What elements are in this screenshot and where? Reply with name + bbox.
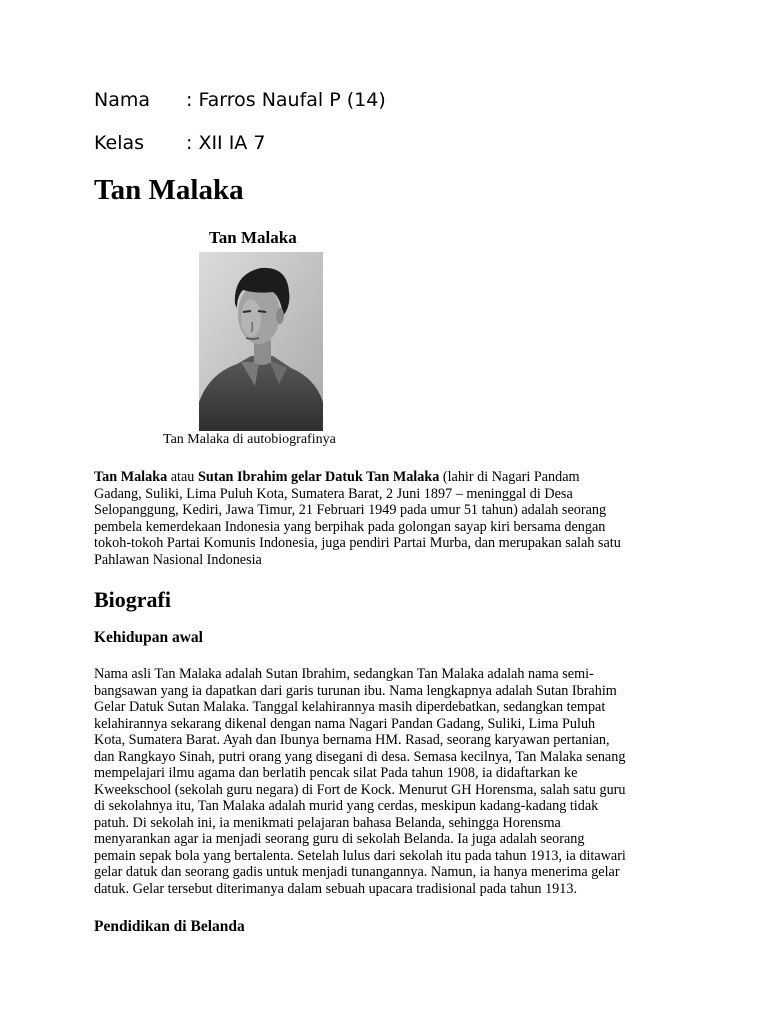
bio-line: Nama asli Tan Malaka adalah Sutan Ibrahim, sedangkan Tan Malaka adalah nama semi- xyxy=(94,666,594,682)
intro-line: pembela kemerdekaan Indonesia yang berpihak pada golongan sayap kiri bersama dengan xyxy=(94,518,606,535)
intro-line: Selopanggung, Kediri, Jawa Timur, 21 Februari 1949 pada umur 51 tahun) adalah seorang xyxy=(94,502,607,518)
intro-name: Tan Malaka xyxy=(94,469,168,485)
pendidikan-di-belanda-heading: Pendidikan di Belanda xyxy=(94,918,245,935)
nama-value: : Farros Naufal P (14) xyxy=(186,89,386,111)
intro-line: Gadang, Suliki, Lima Puluh Kota, Sumatera Barat, 2 Juni 1897 – meninggal di Desa xyxy=(94,485,573,502)
kehidupan-awal-heading: Kehidupan awal xyxy=(94,629,203,646)
nama-label: Nama xyxy=(94,89,151,111)
figure-caption: Tan Malaka di autobiografinya xyxy=(163,432,336,447)
biografi-heading: Biografi xyxy=(94,587,171,612)
kelas-value: : XII IA 7 xyxy=(186,132,266,154)
biografi-paragraph xyxy=(94,666,694,897)
intro-paragraph xyxy=(94,469,694,568)
student-class-row xyxy=(94,131,265,155)
intro-full-name: Sutan Ibrahim gelar Datuk Tan Malaka xyxy=(197,469,440,485)
bio-line: dan Rangkayo Sinah, putri orang yang disegani di desa. Semasa kecilnya, Tan Malaka senang xyxy=(94,748,626,765)
bio-line: gelar datuk dan seorang gadis untuk menjadi tunangannya. Namun, ia hanya menerima gelar xyxy=(94,864,620,880)
document-title: Tan Malaka xyxy=(94,174,244,206)
student-name-row xyxy=(94,88,386,112)
bio-line: pemain sepak bola yang bertalenta. Setelah lulus dari sekolah itu pada tahun 1913, ia ditawari xyxy=(94,847,626,864)
bio-line: kelahirannya sekarang dikenal dengan nama Nagari Pandan Gadang, Suliki, Lima Puluh xyxy=(94,715,596,732)
bio-line: Kota, Sumatera Barat. Ayah dan Ibunya bernama HM. Rasad, seorang karyawan pertanian, xyxy=(94,732,610,748)
bio-line: bangsawan yang ia dapatkan dari garis turunan ibu. Nama lengkapnya adalah Sutan Ibrahim xyxy=(94,682,617,699)
bio-line: datuk. Gelar tersebut diterimanya dalam sebuah upacara tradisional pada tahun 1913. xyxy=(94,880,577,897)
bio-line: Kweekschool (sekolah guru negara) di Fort de Kock. Menurut GH Horensma, salah satu guru xyxy=(94,781,626,798)
bio-line: patuh. Di sekolah ini, ia menikmati pelajaran bahasa Belanda, sehingga Horensma xyxy=(94,814,561,831)
portrait-illustration xyxy=(199,252,323,431)
intro-line: tokoh-tokoh Partai Komunis Indonesia, juga pendiri Partai Murba, dan merupakan salah satu xyxy=(94,535,621,551)
figure-title: Tan Malaka xyxy=(209,228,297,247)
kelas-label: Kelas xyxy=(94,132,145,154)
bio-line: mempelajari ilmu agama dan berlatih pencak silat Pada tahun 1908, ia didaftarkan ke xyxy=(94,765,578,781)
bio-line: menyarankan agar ia menjadi seorang guru di sekolah Belanda. Ia juga adalah seorang xyxy=(94,831,585,847)
bio-line: Gelar Datuk Sutan Malaka. Tanggal kelahirannya masih diperdebatkan, sedangkan tempat xyxy=(94,699,606,715)
intro-line-1-rest: (lahir di Nagari Pandam xyxy=(439,469,580,485)
portrait-photo xyxy=(199,252,323,431)
bio-line: di sekolahnya itu, Tan Malaka adalah murid yang cerdas, meskipun kadang-kadang tidak xyxy=(94,798,599,814)
intro-atau: atau xyxy=(167,469,198,485)
intro-line: Pahlawan Nasional Indonesia xyxy=(94,551,262,568)
